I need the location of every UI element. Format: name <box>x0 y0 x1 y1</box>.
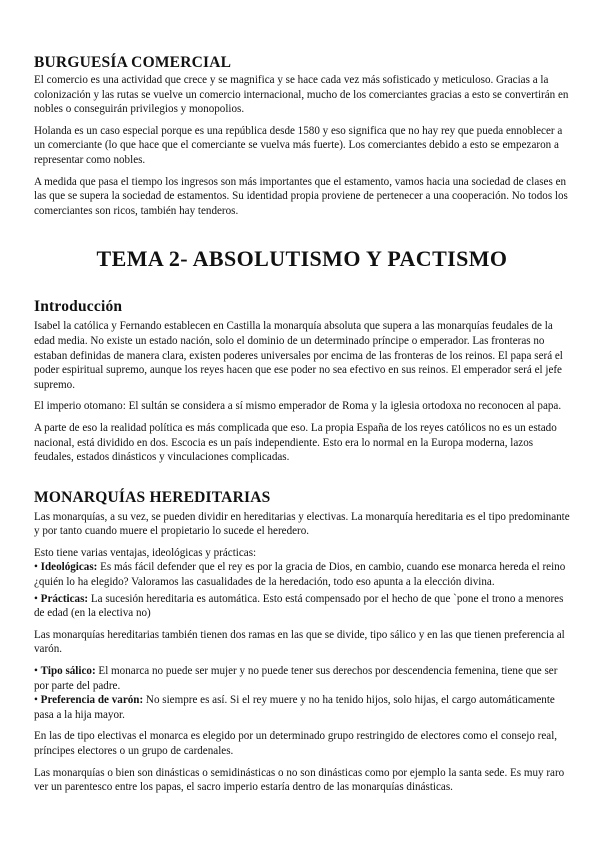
bullet-ideologicas <box>34 560 570 589</box>
paragraph: Las monarquías o bien son dinásticas o semidinásticas o no son dinásticas como por ejemplo la santa sede. Es muy raro ver un parentesco entre los papas, el sacro imperio estaría dentro de las monarquías dinásticas. <box>34 766 565 794</box>
paragraph: A parte de eso la realidad política es más complicada que eso. La propia España de los reyes católicos no es un estado nacional, está dividido en dos. Escocia es un país independiente. Esto era lo normal en la Europa moderna, lazos feudales, estados dinásticos y vinculaciones complicadas. <box>34 421 557 464</box>
bullet-label: Tipo sálico: <box>40 665 96 678</box>
bullet-text: Es más fácil defender que el rey es por la gracia de Dios, en cambio, cuando ese monarca hereda el reino ¿quién lo ha elegido? Valoramos las casualidades de la heredación, todo eso apunta a la elección divina. <box>34 561 566 589</box>
bullet-icon: • <box>34 694 41 707</box>
bullet-text: El monarca no puede ser mujer y no puede tener sus derechos por descendencia femenina, tiene que ser por parte del padre. <box>34 665 558 692</box>
bullet-practicas <box>34 592 570 621</box>
paragraph: Esto tiene varias ventajas, ideológicas y prácticas: <box>34 546 257 559</box>
bullet-text: No siempre es así. Si el rey muere y no ha tenido hijos, solo hijas, el cargo automáticamente pasa a la hija mayor. <box>34 694 555 721</box>
paragraph: Holanda es un caso especial porque es una república desde 1580 y eso significa que no hay rey que pueda ennoblecer a un comerciante (lo que hace que el comerciante se vuelva más fuerte). Los comerciantes debido a esto se empezaron a representar como nobles. <box>34 124 563 166</box>
bullet-text: La sucesión hereditaria es automática. Esto está compensado por el hecho de que `pone el trono a menores de edad (en la electiva no) <box>34 592 564 620</box>
section-heading-introduccion: Introducción <box>34 298 123 316</box>
section-heading-monarquias: MONARQUÍAS HEREDITARIAS <box>34 488 271 506</box>
chapter-title: TEMA 2- ABSOLUTISMO Y PACTISMO <box>96 246 508 272</box>
document-page <box>34 54 570 795</box>
bullet-preferencia-varon <box>34 693 570 722</box>
bullet-label: Preferencia de varón: <box>40 694 144 707</box>
bullet-icon: • <box>34 665 41 678</box>
bullet-tipo-salico <box>34 664 570 693</box>
paragraph: Isabel la católica y Fernando establecen en Castilla la monarquía absoluta que supera a las monarquías feudales de la edad media. No existe un estado nación, solo el dominio de un determinado príncipe o emperador. Las fronteras no estaban definidas de manera clara, existen poderes universales por encima de las fronteras de los reinos. El papa será el poder espiritual supremo, aunque los reyes hacen que ese poder no sea efectivo en sus reinos. El emperador será el jefe supremo. <box>34 320 563 391</box>
paragraph: Las monarquías hereditarias también tienen dos ramas en las que se divide, tipo sálico y en las que tienen preferencia al varón. <box>34 628 565 656</box>
paragraph: Las monarquías, a su vez, se pueden dividir en hereditarias y electivas. La monarquía hereditaria es el tipo predominante y por tanto cuando muere el propietario lo sucede el heredero. <box>34 510 570 538</box>
section-heading-burguesia: BURGUESÍA COMERCIAL <box>34 54 232 71</box>
bullet-label: Ideológicas: <box>40 561 98 574</box>
bullet-label: Prácticas: <box>40 592 89 605</box>
paragraph: El comercio es una actividad que crece y se magnifica y se hace cada vez más sofisticado y meticuloso. Gracias a la colonización y las rutas se vuelve un comercio internacional, mucho de los comerciantes gracias a esto se convertirán en nobles o conseguirán privilegios y monopolios. <box>34 74 569 116</box>
bullet-icon: • <box>34 592 41 605</box>
paragraph: En las de tipo electivas el monarca es elegido por un determinado grupo restringido de electores como el consejo real, príncipes electores o un grupo de cardenales. <box>34 730 558 757</box>
paragraph: A medida que pasa el tiempo los ingresos son más importantes que el estamento, vamos hacia una sociedad de clases en las que se supera la sociedad de estamentos. Su identidad propia proviene de pertenecer a una cooperación. No todos los comerciantes son ricos, también hay tenderos. <box>34 175 568 217</box>
bullet-icon: • <box>34 561 41 574</box>
paragraph: El imperio otomano: El sultán se considera a sí mismo emperador de Roma y la iglesia ortodoxa no reconocen al papa. <box>34 400 562 413</box>
